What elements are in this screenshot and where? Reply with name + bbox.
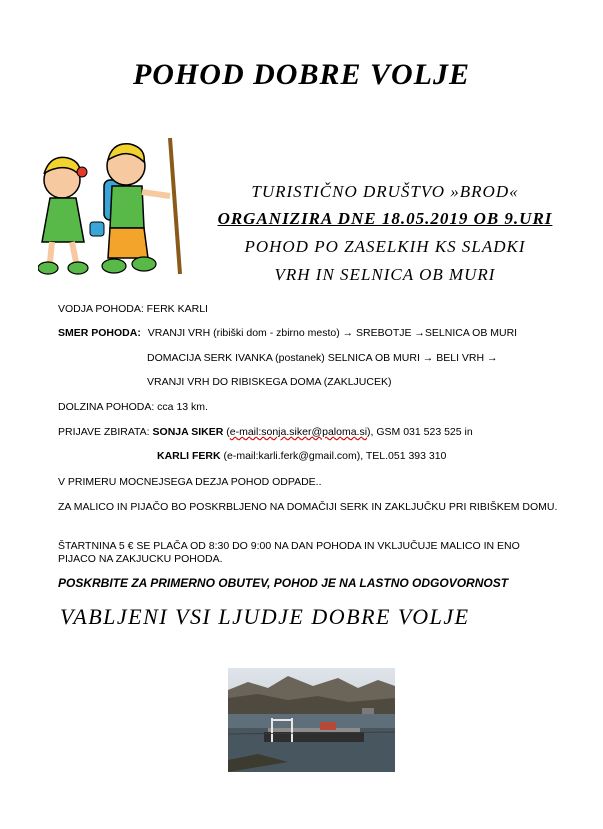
hiking-kids-illustration: [38, 132, 188, 282]
direction-text-1: VRANJI VRH (ribiški dom - zbirno mesto) → SREBOTJE →SELNICA OB MURI: [147, 327, 518, 339]
contact1-name: SONJA SIKER: [152, 426, 224, 438]
river-ferry-photo: [228, 668, 395, 772]
invitation-line: VABLJENI VSI LJUDJE DOBRE VOLJE: [60, 604, 470, 629]
contact2-details: (e-mail:karli.ferk@gmail.com), TEL.051 393 310: [223, 450, 447, 462]
route-line-2: VRH IN SELNICA OB MURI: [274, 265, 496, 284]
direction-line-3: VRANJI VRH DO RIBISKEGA DOMA (ZAKLJUCEK): [147, 376, 392, 388]
responsibility-warning: POSKRBITE ZA PRIMERNO OBUTEV, POHOD JE NA LASTNO ODGOVORNOST: [58, 576, 509, 590]
contact1-post: ), GSM 031 523 525 in: [367, 426, 473, 438]
contact2-name: KARLI FERK: [157, 450, 221, 462]
contact1-pre: (: [226, 426, 230, 438]
rain-notice: V PRIMERU MOCNEJSEGA DEZJA POHOD ODPADE..: [58, 476, 322, 488]
registration-line-2: [157, 450, 446, 462]
registration-line-1: [58, 426, 473, 438]
organizer-line: TURISTIČNO DRUŠTVO »BROD«: [251, 182, 519, 201]
fee-notice: ŠTARTNINA 5 € SE PLAČA OD 8:30 DO 9:00 NA DAN POHODA IN VKLJUČUJE MALICO IN ENO PIJACO NA ZAKJUCKU POHODA.: [58, 540, 520, 565]
route-line-1: POHOD PO ZASELKIH KS SLADKI: [244, 237, 526, 256]
leader-line: VODJA POHODA: FERK KARLI: [58, 303, 208, 315]
contact1-email: e-mail:sonja.siker@paloma.si: [229, 426, 368, 438]
direction-line-1: [58, 327, 517, 339]
date-line: ORGANIZIRA DNE 18.05.2019 OB 9.URI: [217, 209, 553, 228]
page-title: POHOD DOBRE VOLJE: [132, 58, 471, 91]
direction-line-2: DOMACIJA SERK IVANKA (postanek) SELNICA OB MURI → BELI VRH →: [147, 352, 498, 364]
distance-line: DOLZINA POHODA: cca 13 km.: [58, 401, 208, 413]
registration-label: PRIJAVE ZBIRATA:: [58, 426, 150, 438]
lunch-notice: ZA MALICO IN PIJAČO BO POSKRBLJENO NA DOMAČIJI SERK IN ZAKLJUČKU PRI RIBIŠKEM DOMU.: [58, 501, 558, 513]
direction-label: SMER POHODA:: [58, 327, 141, 339]
